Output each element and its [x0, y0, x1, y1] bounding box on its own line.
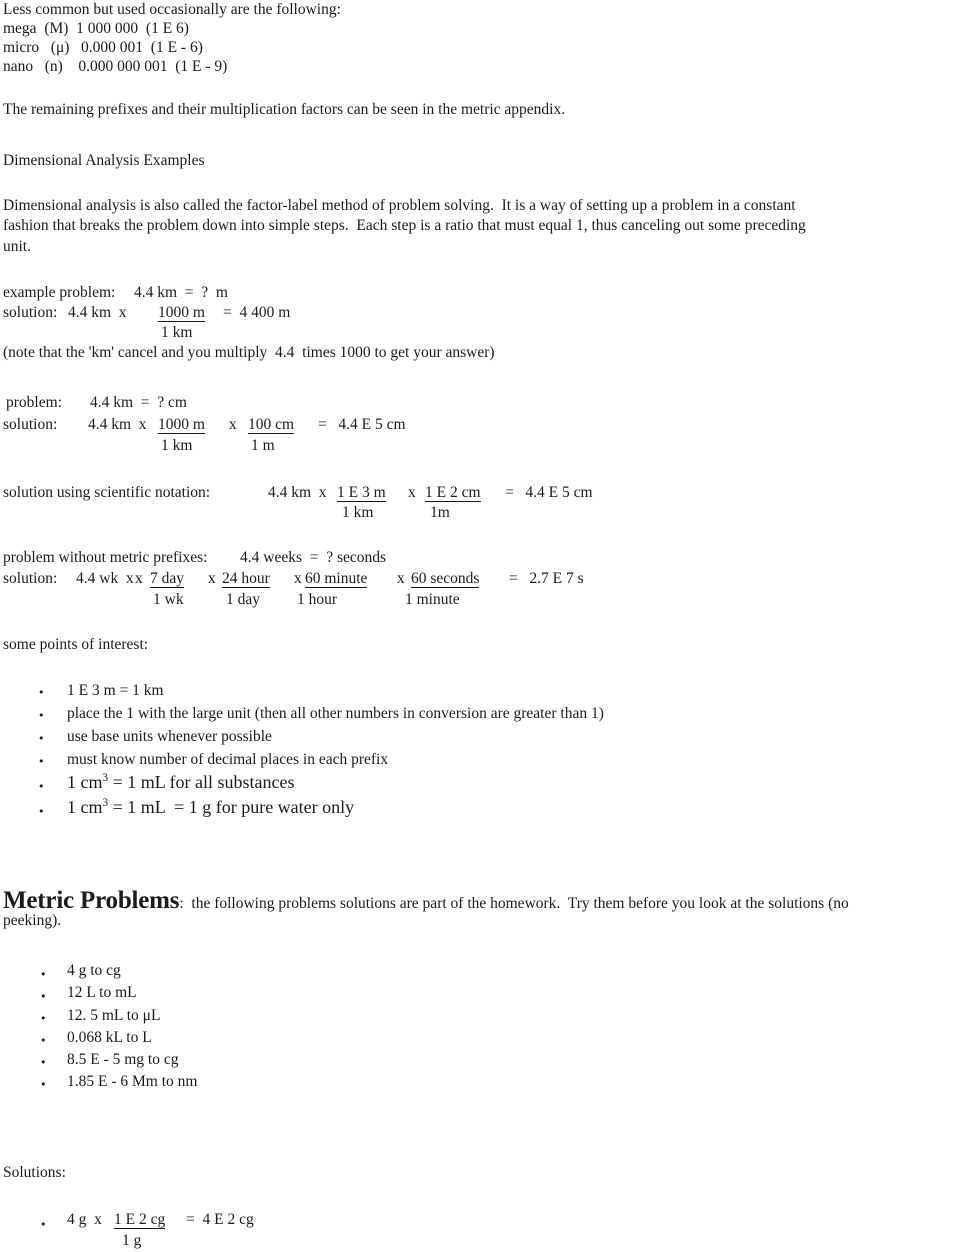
example1-problem-label: example problem: [3, 284, 116, 301]
example1-numerator: 1000 m [158, 304, 205, 321]
example1-solution-label: solution: [3, 304, 58, 321]
list-item: place the 1 with the large unit (then all other numbers in conversion are greater than 1) [67, 705, 604, 722]
intro-lead-text: Less common but used occasionally are the following: [3, 1, 341, 18]
list-item [67, 773, 295, 792]
example1-solution-start: 4.4 km x [68, 304, 127, 321]
list-item: 12. 5 mL to μL [67, 1007, 161, 1024]
example4-solution-label: solution: [3, 570, 58, 587]
list-item: 12 L to mL [67, 984, 137, 1001]
bullet-icon: • [40, 1078, 47, 1091]
example4-numerator-2: 24 hour [222, 570, 270, 587]
example4-problem-statement: 4.4 weeks = ? seconds [240, 549, 387, 566]
example3-times-operator: x [408, 484, 416, 501]
list-item: 1.85 E - 6 Mm to nm [67, 1073, 198, 1090]
bullet-icon: • [38, 805, 45, 818]
example2-problem-statement: 4.4 km = ? cm [90, 394, 187, 411]
example4-solution-start: 4.4 wk x [76, 570, 134, 587]
bullet-icon: • [40, 1034, 47, 1047]
bullet-icon: • [38, 686, 45, 699]
dimensional-analysis-paragraph-line-2: fashion that breaks the problem down into simple steps. Each step is a ratio that must equal 1, thus canceling out some preceding [3, 217, 806, 234]
solutions-heading: Solutions: [3, 1164, 66, 1181]
metric-problems-heading-block [3, 888, 849, 914]
example4-equals-result: = 2.7 E 7 s [509, 570, 584, 587]
metric-problems-heading: Metric Problems [3, 887, 180, 914]
bullet-icon: • [40, 1218, 47, 1231]
list-item-text-before: 1 cm [67, 797, 103, 817]
prefix-line-nano: nano (n) 0.000 000 001 (1 E - 9) [3, 58, 228, 75]
list-item-text-after: = 1 mL = 1 g for pure water only [108, 797, 355, 817]
example2-solution-start: 4.4 km x [88, 416, 147, 433]
example2-denominator-2: 1 m [251, 437, 275, 454]
dimensional-analysis-paragraph-line-3: unit. [3, 238, 31, 255]
example2-denominator-1: 1 km [161, 437, 193, 454]
example3-denominator-1: 1 km [342, 504, 374, 521]
list-item: 0.068 kL to L [67, 1029, 152, 1046]
solution-start: 4 g x [67, 1211, 102, 1228]
example1-equals-result: = 4 400 m [223, 304, 291, 321]
example1-note: (note that the 'km' cancel and you multiply 4.4 times 1000 to get your answer) [3, 344, 495, 361]
example4-times-operator-1: x [135, 570, 143, 587]
metric-problems-intro-line-2: peeking). [3, 912, 62, 929]
list-item: 4 g to cg [67, 962, 121, 979]
example4-denominator-4: 1 minute [405, 591, 460, 608]
bullet-icon: • [38, 709, 45, 722]
bullet-icon: • [40, 1012, 47, 1025]
example1-denominator: 1 km [161, 324, 193, 341]
solution-equals-result: = 4 E 2 cg [186, 1211, 254, 1228]
example1-problem-statement: 4.4 km = ? m [134, 284, 228, 301]
example2-problem-label: problem: [6, 394, 62, 411]
example3-equals-result: = 4.4 E 5 cm [505, 484, 593, 501]
cube-superscript: 3 [102, 772, 109, 784]
example3-numerator-1: 1 E 3 m [337, 484, 386, 501]
example4-times-operator-2: x [208, 570, 216, 587]
example2-numerator-1: 1000 m [158, 416, 205, 433]
bullet-icon: • [40, 1056, 47, 1069]
bullet-icon: • [40, 968, 47, 981]
cube-superscript: 3 [102, 797, 109, 809]
example4-denominator-2: 1 day [226, 591, 261, 608]
bullet-icon: • [40, 990, 47, 1003]
example4-times-operator-4: x [397, 570, 405, 587]
prefix-line-mega: mega (M) 1 000 000 (1 E 6) [3, 20, 189, 37]
prefix-line-micro: micro (μ) 0.000 001 (1 E - 6) [3, 39, 203, 56]
example3-numerator-2: 1 E 2 cm [425, 484, 481, 501]
example3-solution-start: 4.4 km x [268, 484, 327, 501]
points-of-interest-heading: some points of interest: [3, 636, 149, 653]
bullet-icon: • [38, 755, 45, 768]
bullet-icon: • [38, 732, 45, 745]
dimensional-analysis-paragraph-line-1: Dimensional analysis is also called the factor-label method of problem solving. It is a way of setting up a problem in a constant [3, 197, 796, 214]
list-item: 8.5 E - 5 mg to cg [67, 1051, 179, 1068]
example2-numerator-2: 100 cm [248, 416, 295, 433]
example4-numerator-1: 7 day [150, 570, 185, 587]
example4-numerator-4: 60 seconds [411, 570, 480, 587]
list-item: must know number of decimal places in each prefix [67, 751, 389, 768]
example4-denominator-1: 1 wk [153, 591, 184, 608]
example4-problem-label: problem without metric prefixes: [3, 549, 208, 566]
list-item-text-before: 1 cm [67, 772, 103, 792]
example2-equals-result: = 4.4 E 5 cm [318, 416, 406, 433]
example4-denominator-3: 1 hour [297, 591, 338, 608]
solution-denominator: 1 g [122, 1232, 142, 1249]
example4-numerator-3: 60 minute [305, 570, 368, 587]
example4-times-operator-3: x [294, 570, 302, 587]
example3-denominator-2: 1m [430, 504, 450, 521]
list-item: 1 E 3 m = 1 km [67, 682, 164, 699]
bullet-icon: • [38, 780, 45, 793]
list-item [67, 798, 354, 817]
list-item-text-after: = 1 mL for all substances [108, 772, 295, 792]
dimensional-analysis-heading: Dimensional Analysis Examples [3, 152, 205, 169]
list-item: use base units whenever possible [67, 728, 272, 745]
example2-solution-label: solution: [3, 416, 58, 433]
example3-label: solution using scientific notation: [3, 484, 211, 501]
appendix-note-text: The remaining prefixes and their multiplication factors can be seen in the metric appendix. [3, 101, 566, 118]
solution-numerator: 1 E 2 cg [114, 1211, 166, 1228]
metric-problems-intro-line-1: : the following problems solutions are part of the homework. Try them before you look at the solutions (no [179, 895, 849, 912]
example2-times-operator: x [229, 416, 237, 433]
